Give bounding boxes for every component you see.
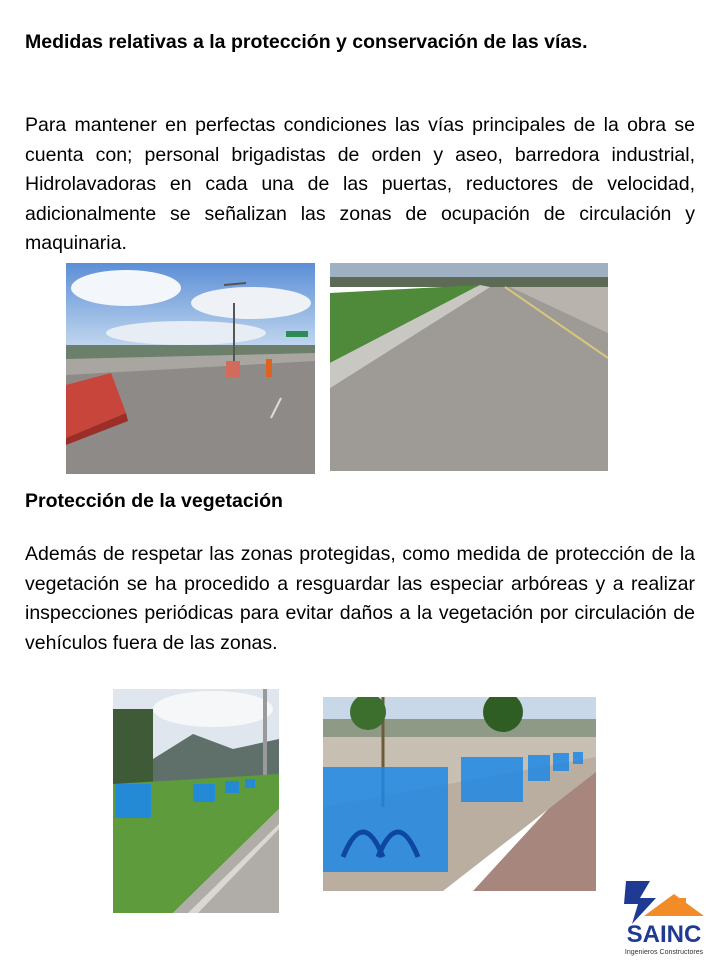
photo-paved-road bbox=[330, 263, 608, 471]
svg-text:Ingenieros Constructores: Ingenieros Constructores bbox=[624, 949, 704, 956]
photo-road-barriers bbox=[66, 263, 315, 474]
sainc-logo bbox=[616, 876, 712, 958]
photo-tree-guards bbox=[323, 697, 596, 891]
section2-paragraph: Además de respetar las zonas protegidas, como medida de protección de la vegetación se ha procedido a resguardar las especiar arbóreas y a realizar inspecciones periódicas para evitar daños a la vegetación por circulación de vehículos fuera de las zonas. bbox=[25, 543, 695, 654]
section1-paragraph: Para mantener en perfectas condiciones las vías principales de la obra se cuenta con; personal brigadistas de orden y aseo, barredora industrial, Hidrolavadoras en cada una de las puertas, reductores de velocidad, adicionalmente se señalizan las zonas de ocupación de circulación y maquinaria. bbox=[25, 114, 695, 254]
svg-text:SAINC: SAINC bbox=[626, 921, 702, 948]
section2-heading: Protección de la vegetación bbox=[25, 490, 283, 512]
section1-heading: Medidas relativas a la protección y conservación de las vías. bbox=[25, 31, 588, 53]
photo-grass-median bbox=[113, 689, 279, 913]
